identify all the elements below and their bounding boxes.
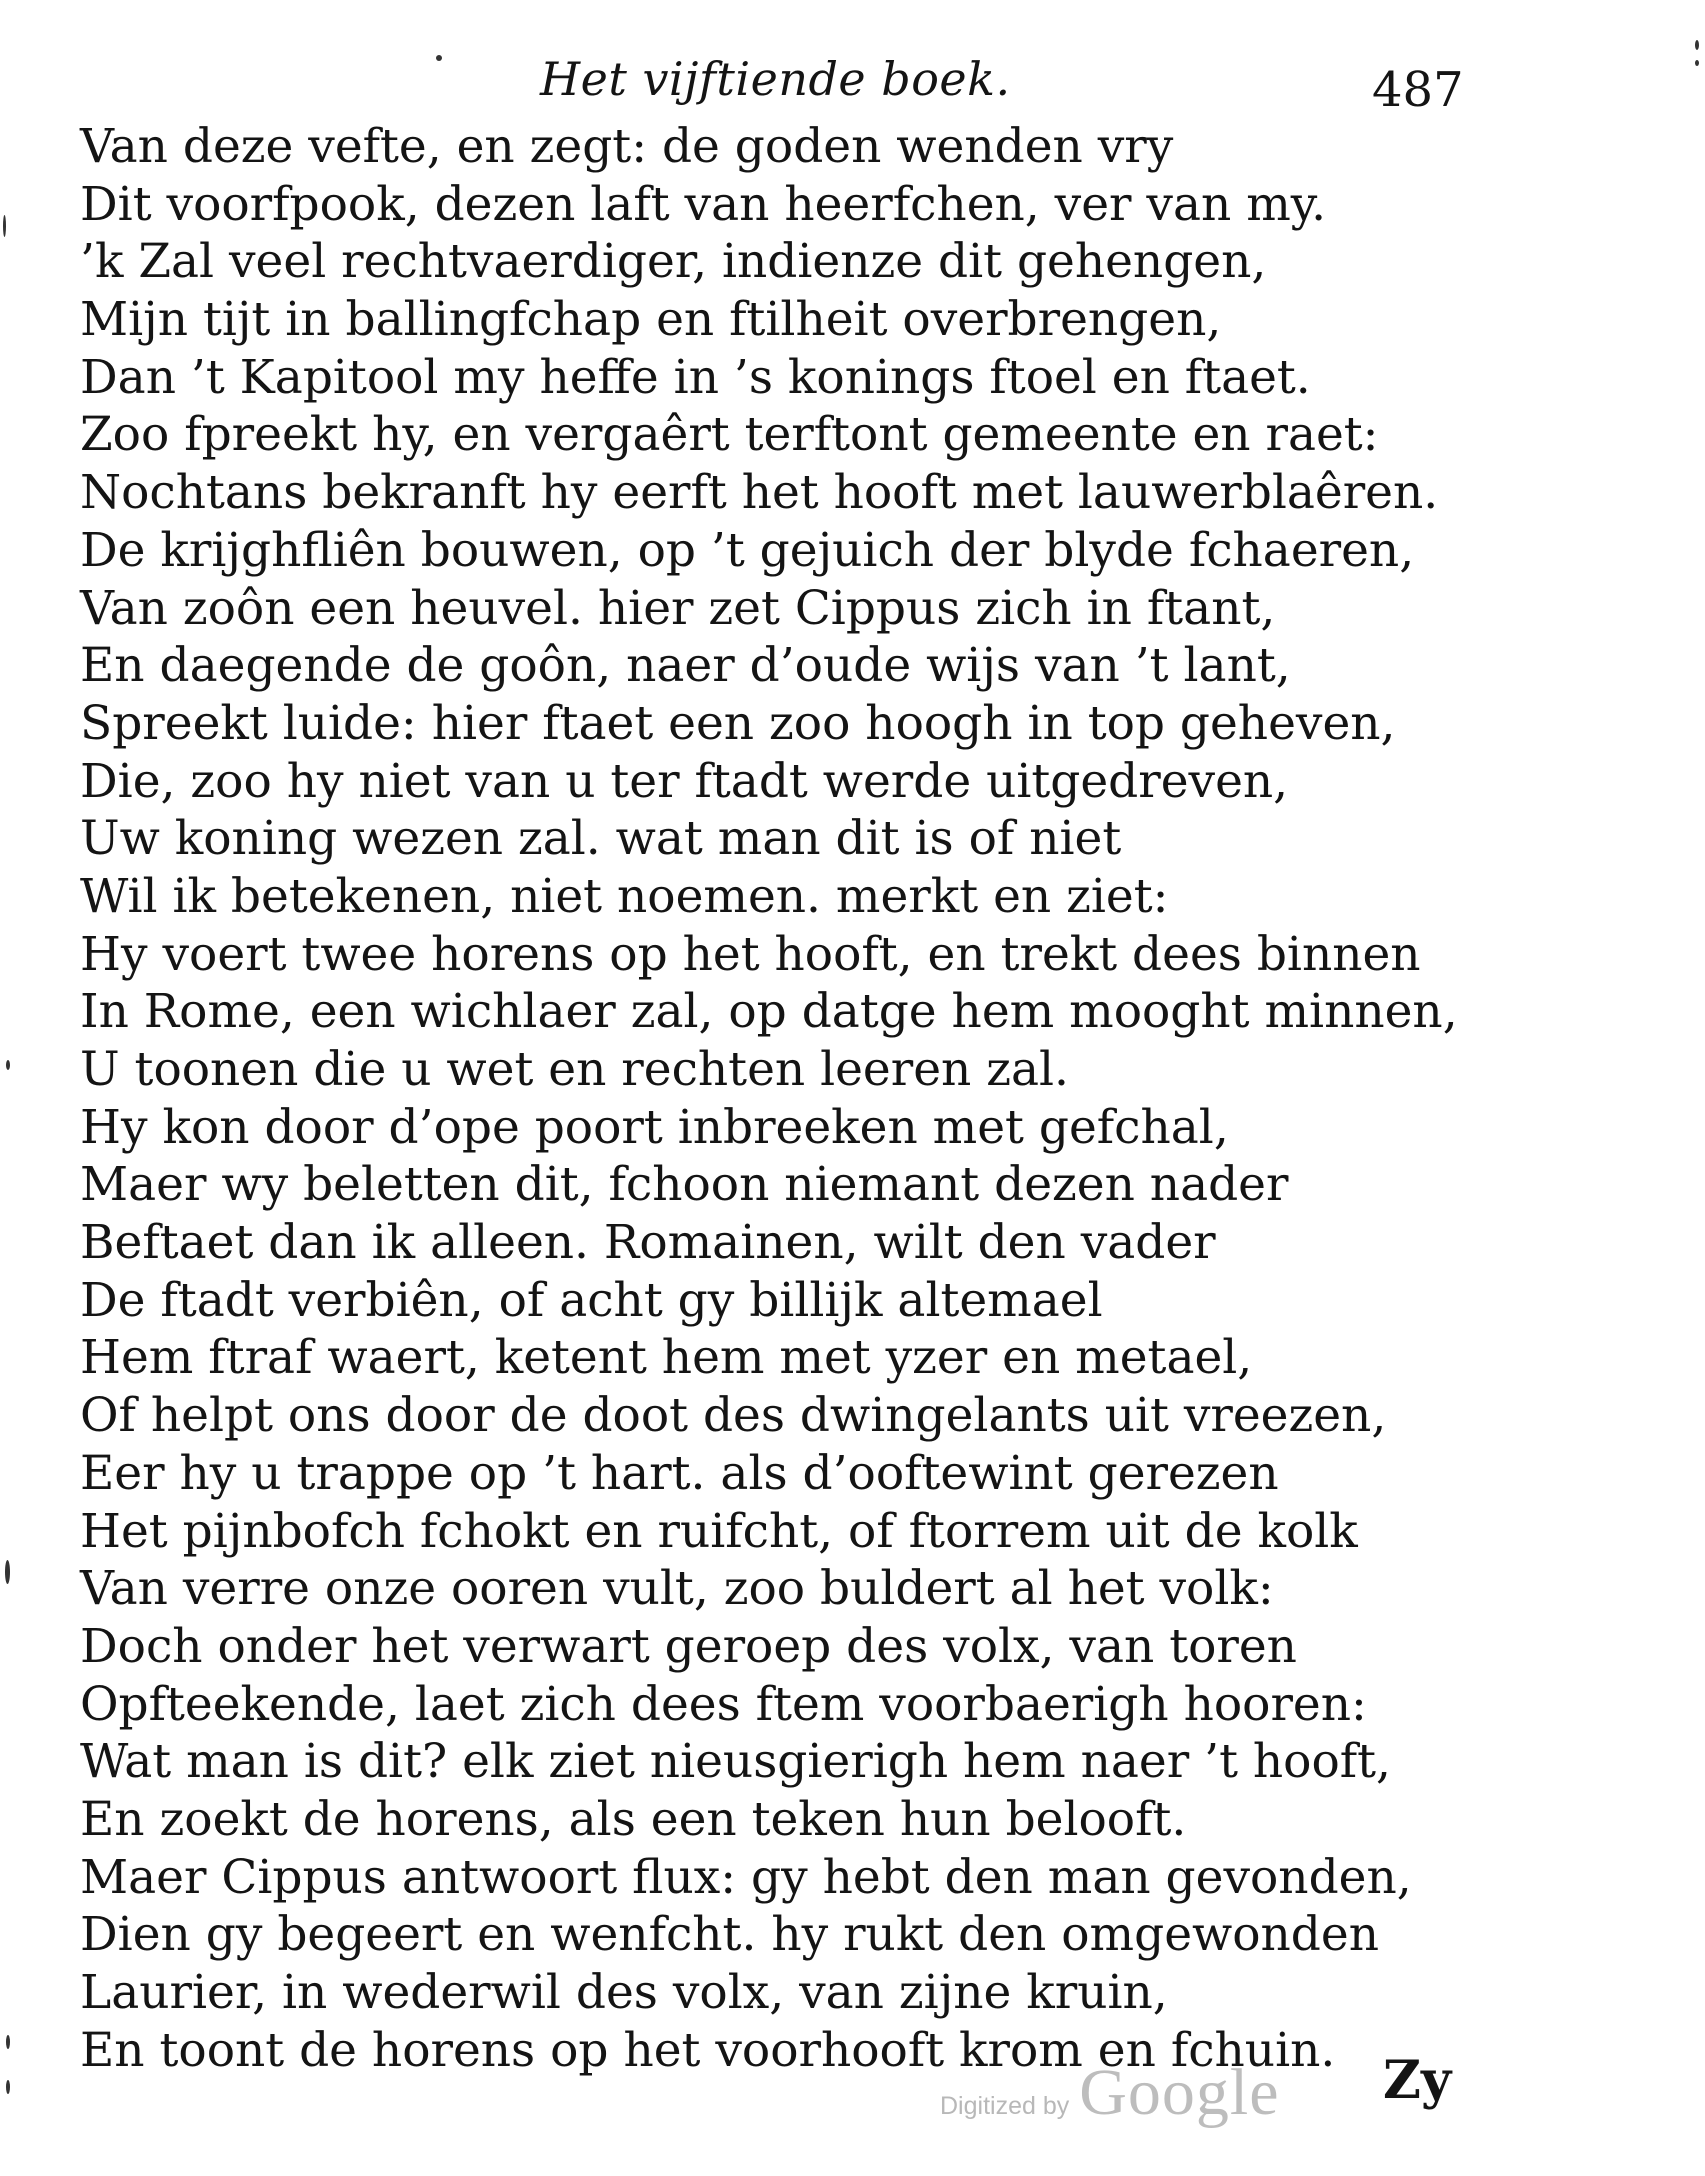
verse-line: Maer Cippus antwoort flux: gy hebt den man gevonden, bbox=[80, 1849, 1412, 1905]
scan-speck bbox=[1695, 60, 1699, 66]
verse-line: Laurier, in wederwil des volx, van zijne kruin, bbox=[80, 1965, 1168, 2020]
scan-speck bbox=[436, 55, 442, 61]
verse-line: Het pijnbofch fchokt en ruifcht, of ftorrem uit de kolk bbox=[80, 1503, 1358, 1559]
verse-line: Doch onder het verwart geroep des volx, van toren bbox=[80, 1618, 1297, 1674]
verse-line: Eer hy u trappe op ’t hart. als d’ooftewint gerezen bbox=[80, 1445, 1279, 1501]
verse-line: De krijghfliên bouwen, op ’t gejuich der blyde fchaeren, bbox=[80, 522, 1415, 578]
verse-line: Dit voorfpook, dezen laft van heerfchen, ver van my. bbox=[80, 176, 1327, 232]
verse-line: Beftaet dan ik alleen. Romainen, wilt den vader bbox=[80, 1215, 1216, 1271]
digitized-by-label: Digitized by bbox=[940, 2092, 1070, 2120]
verse-line: Van verre onze ooren vult, zoo buldert al het volk: bbox=[80, 1561, 1274, 1617]
verse-line: In Rome, een wichlaer zal, op datge hem mooght minnen, bbox=[80, 984, 1458, 1040]
verse-line: En zoekt de horens, als een teken hun belooft. bbox=[80, 1791, 1187, 1847]
verse-line: Dien gy begeert en wenfcht. hy rukt den omgewonden bbox=[80, 1907, 1379, 1963]
verse-line: Of helpt ons door de doot des dwingelants uit vreezen, bbox=[80, 1388, 1387, 1444]
scan-speck bbox=[6, 2035, 10, 2049]
verse-line: Uw koning wezen zal. wat man dit is of niet bbox=[80, 811, 1122, 867]
scan-speck bbox=[3, 215, 6, 237]
scan-speck bbox=[6, 1060, 10, 1070]
verse-line: ’k Zal veel rechtvaerdiger, indienze dit gehengen, bbox=[80, 234, 1267, 290]
verse-line: U toonen die u wet en rechten leeren zal. bbox=[80, 1042, 1069, 1097]
verse-line: Hy kon door d’ope poort inbreeken met gefchal, bbox=[80, 1099, 1229, 1155]
verse-line: Mijn tijt in ballingfchap en ftilheit overbrengen, bbox=[80, 292, 1222, 348]
scan-speck bbox=[1695, 40, 1699, 50]
running-title: Het vijftiende boek. bbox=[540, 52, 1011, 106]
catchword: Zy bbox=[1383, 2050, 1452, 2111]
verse-line: De ftadt verbiên, of acht gy billijk altemael bbox=[80, 1272, 1103, 1328]
verse-line: Dan ’t Kapitool my heffe in ’s konings ftoel en ftaet. bbox=[80, 349, 1311, 405]
poem-text bbox=[80, 118, 1458, 2079]
verse-line: Van deze vefte, en zegt: de goden wenden vry bbox=[80, 119, 1174, 174]
scan-speck bbox=[6, 2080, 10, 2094]
scan-speck bbox=[5, 1560, 10, 1584]
verse-line: Die, zoo hy niet van u ter ftadt werde uitgedreven, bbox=[80, 753, 1289, 809]
verse-line: Wat man is dit? elk ziet nieusgierigh hem naer ’t hooft, bbox=[80, 1734, 1391, 1790]
verse-line: Zoo fpreekt hy, en vergaêrt terftont gemeente en raet: bbox=[80, 407, 1379, 463]
google-logo: Google bbox=[1079, 2056, 1280, 2129]
verse-line: Hy voert twee horens op het hooft, en trekt dees binnen bbox=[80, 926, 1421, 982]
verse-line: En daegende de goôn, naer d’oude wijs van ’t lant, bbox=[80, 638, 1291, 694]
page-number: 487 bbox=[1372, 62, 1464, 118]
verse-line: Hem ftraf waert, ketent hem met yzer en metael, bbox=[80, 1330, 1253, 1386]
verse-line: En toont de horens op het voorhooft krom en fchuin. bbox=[80, 2022, 1336, 2078]
verse-line: Van zoôn een heuvel. hier zet Cippus zich in ftant, bbox=[80, 580, 1276, 636]
verse-line: Spreekt luide: hier ftaet een zoo hoogh in top geheven, bbox=[80, 695, 1396, 751]
verse-line: Maer wy beletten dit, fchoon niemant dezen nader bbox=[80, 1157, 1289, 1213]
verse-line: Nochtans bekranft hy eerft het hooft met lauwerblaêren. bbox=[80, 465, 1439, 521]
digitization-watermark bbox=[940, 2055, 1280, 2131]
verse-line: Wil ik betekenen, niet noemen. merkt en ziet: bbox=[80, 868, 1169, 924]
verse-line: Opfteekende, laet zich dees ftem voorbaerigh hooren: bbox=[80, 1676, 1367, 1732]
